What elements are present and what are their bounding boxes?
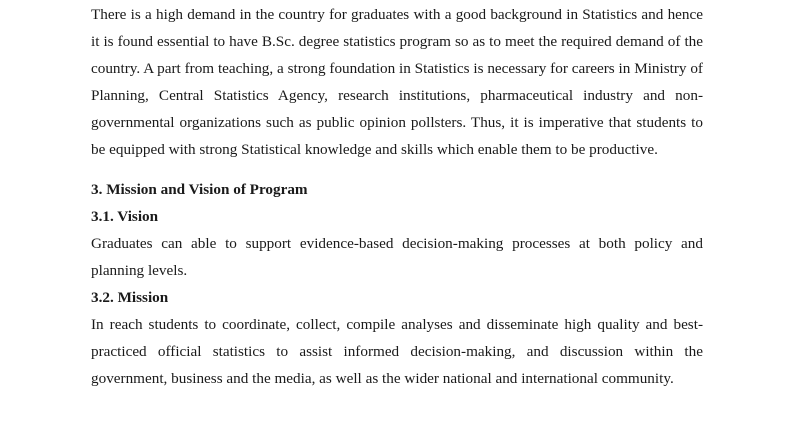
intro-paragraph: There is a high demand in the country for graduates with a good background in Statistics and hence it is found essential to have B.Sc. degree statistics program so as to meet the required demand of the country. A part from teaching, a strong foundation in Statistics is necessary for careers in Ministry of Planning, Central Statistics Agency, research institutions, pharmaceutical industry and non-governmental organizations such as public opinion pollsters. Thus, it is imperative that students to be equipped with strong Statistical knowledge and skills which enable them to be productive. <box>91 6 703 158</box>
document-page <box>91 0 703 392</box>
mission-heading: 3.2. Mission <box>91 289 169 306</box>
vision-heading: 3.1. Vision <box>91 208 159 225</box>
section-spacer <box>91 163 703 176</box>
vision-paragraph: Graduates can able to support evidence-based decision-making processes at both policy and planning levels. <box>91 235 703 279</box>
section-heading: 3. Mission and Vision of Program <box>91 181 308 198</box>
mission-paragraph: In reach students to coordinate, collect, compile analyses and disseminate high quality and best-practiced official statistics to assist informed decision-making, and discussion within the government, business and the media, as well as the wider national and international community. <box>91 316 703 387</box>
